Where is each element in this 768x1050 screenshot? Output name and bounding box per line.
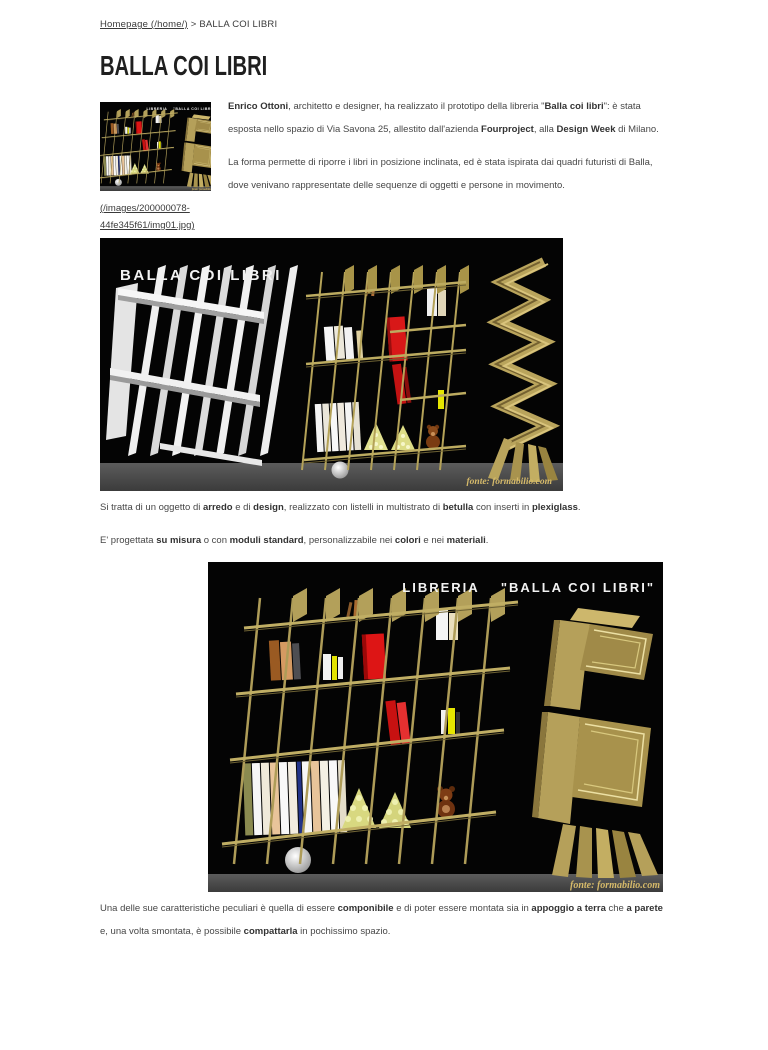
- intro-text: [228, 95, 663, 234]
- breadcrumb: [100, 19, 663, 30]
- figure2-image: [208, 562, 663, 892]
- figure2: [208, 562, 663, 897]
- intro-section: [100, 102, 663, 234]
- paragraph-intro-2: La forma permette di riporre i libri in posizione inclinata, ed è stata ispirata dai quadri futuristi di Balla, dove venivano rappresentate delle sequenze di oggetti e persone in movimento.: [228, 157, 653, 191]
- article-page: [100, 0, 663, 943]
- paragraph-features: Una delle sue caratteristiche peculiari è quella di essere componibile e di poter essere montata sia in appoggio a terra che a parete e, una volta smontata, è possibile compattarla in pochissimo spazio.: [100, 903, 663, 937]
- page-title: BALLA COI LIBRI: [100, 50, 268, 81]
- image-path-link[interactable]: (/images/200000078-44fe345f61/img01.jpg): [100, 203, 195, 231]
- thumbnail-image: [100, 102, 211, 191]
- thumbnail-column: [100, 102, 228, 234]
- paragraph-materials: Si tratta di un oggetto di arredo e di design, realizzato con listelli in multistrato di betulla con inserti in plexiglass.: [100, 502, 581, 513]
- figure1-image: [100, 238, 563, 491]
- breadcrumb-home-link[interactable]: Homepage (/home/): [100, 19, 188, 30]
- paragraph-intro-1: Enrico Ottoni, architetto e designer, ha realizzato il prototipo della libreria "Balla coi libri": è stata esposta nello spazio di Via Savona 25, allestito dall'azienda Fourproject, alla Design Week di Milano.: [228, 101, 659, 135]
- breadcrumb-current: BALLA COI LIBRI: [199, 19, 278, 30]
- breadcrumb-separator: >: [187, 19, 200, 30]
- paragraph-custom: E' progettata su misura o con moduli standard, personalizzabile nei colori e nei materiali.: [100, 535, 489, 546]
- figure1: [100, 238, 663, 496]
- thumbnail-image-link[interactable]: [100, 102, 211, 191]
